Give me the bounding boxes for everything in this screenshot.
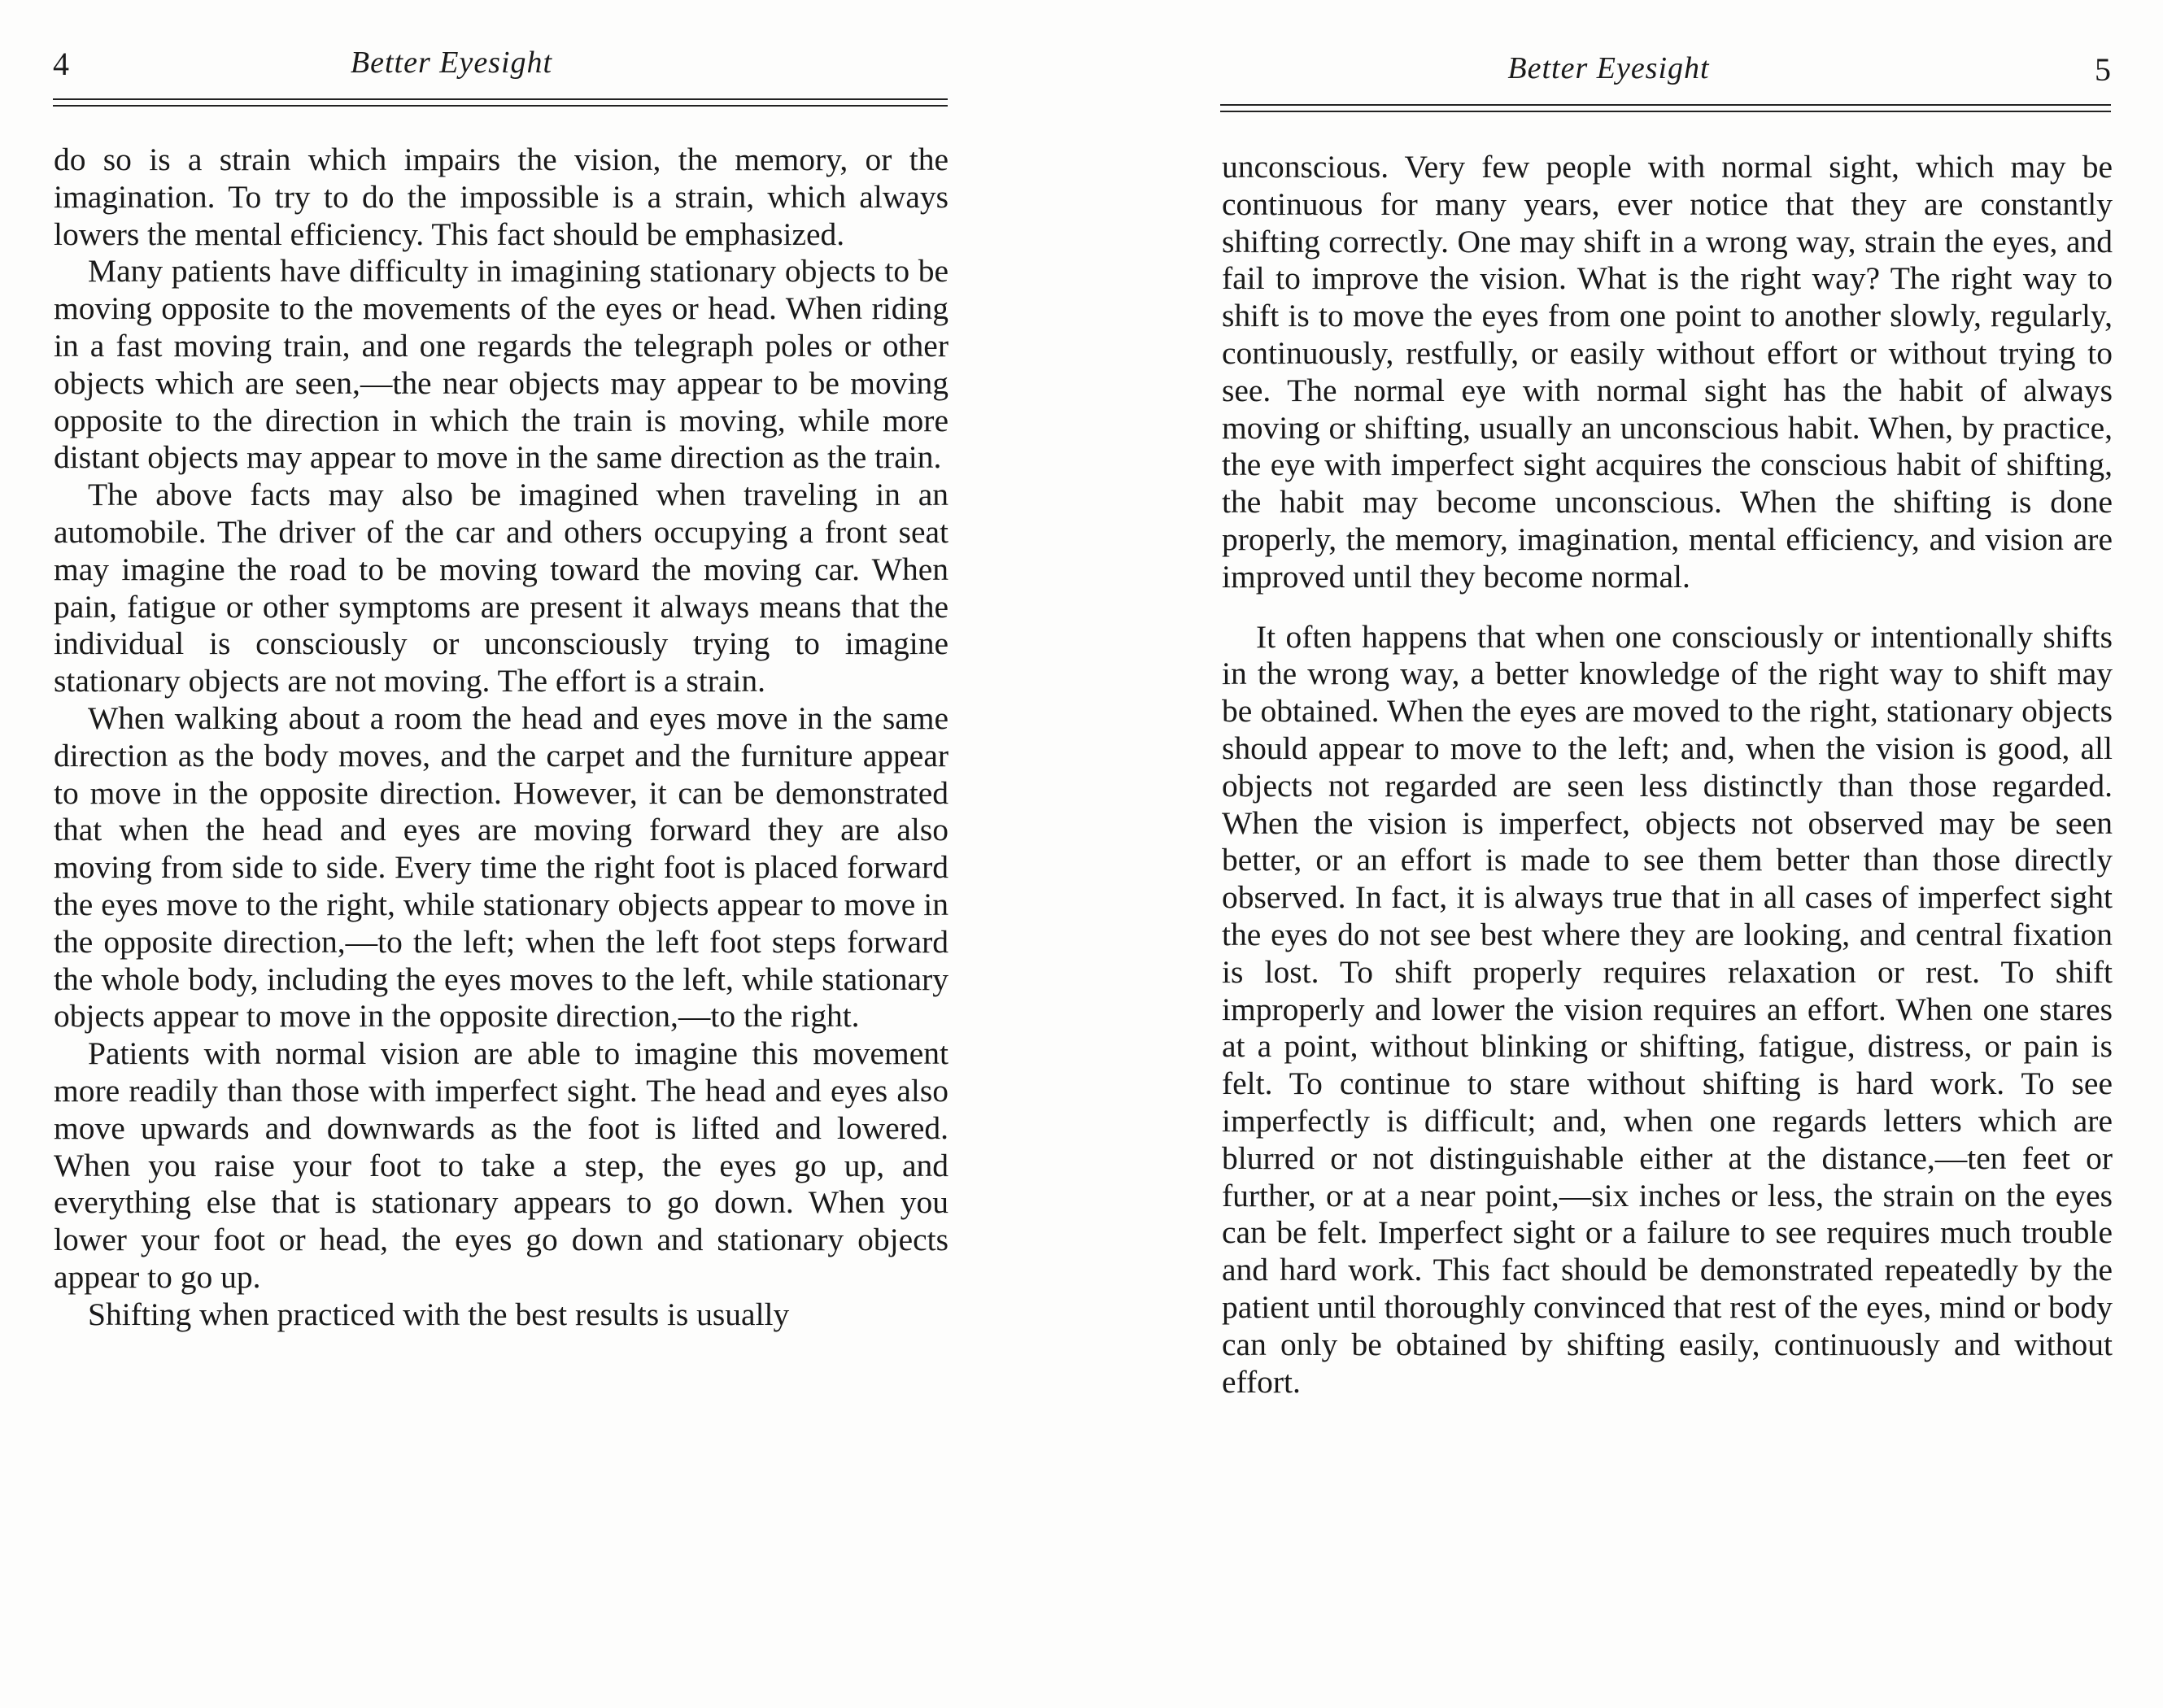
paragraph: Many patients have difficulty in imagining stationary objects to be moving opposite to the movements of the eyes or head. When riding in a fast moving train, and one regards the telegraph poles or other objects which are seen,—the near objects may appear to be moving opposite to the direction in which the train is moving, while more distant objects may appear to move in the same direction as the train. <box>54 253 948 476</box>
header-rule-bottom <box>1220 111 2111 112</box>
running-title: Better Eyesight <box>350 46 553 80</box>
right-page-body <box>1222 149 2113 1401</box>
paragraph: It often happens that when one consciously or intentionally shifts in the wrong way, a better knowledge of the right way to shift may be obtained. When the eyes are moved to the right, stationary objects should appear to move to the left; and, when the vision is good, all objects not regarded are seen less distinctly than those regarded. When the vision is imperfect, objects not observed may be seen better, or an effort is made to see them better than those directly observed. In fact, it is always true that in all cases of imperfect sight the eyes do not see best where they are looking, and central fixation is lost. To shift properly requires relaxation or rest. To shift improperly and lower the vision requires an effort. When one stares at a point, without blinking or shifting, fatigue, distress, or pain is felt. To continue to stare without shifting is hard work. To see imperfectly is difficult; and, when one regards letters which are blurred or not distinguishable either at the distance,—ten feet or further, or at a near point,—six inches or less, the strain on the eyes can be felt. Imperfect sight or a failure to see requires much trouble and hard work. This fact should be demonstrated repeatedly by the patient until thoroughly convinced that rest of the eyes, mind or body can only be obtained by shifting easily, continuously and without effort. <box>1222 618 2113 1400</box>
paragraph: unconscious. Very few people with normal sight, which may be continuous for many years, ever notice that they are constantly shifting correctly. One may shift in a wrong way, strain the eyes, and fail to improve the vision. What is the right way? The right way to shift is to move the eyes from one point to another slowly, regularly, continuously, restfully, or easily without effort or without trying to see. The normal eye with normal sight has the habit of always moving or shifting, usually an unconscious habit. When, by practice, the eye with imperfect sight acquires the conscious habit of shifting, the habit may become unconscious. When the shifting is done properly, the memory, imagination, mental efficiency, and vision are improved until they become normal. <box>1222 149 2113 595</box>
header-rule-top <box>53 98 948 100</box>
right-page <box>1123 0 2163 1708</box>
header-rule-bottom <box>53 105 948 107</box>
paragraph: The above facts may also be imagined when traveling in an automobile. The driver of the car and others occupying a front seat may imagine the road to be moving toward the moving car. When pain, fatigue or other symptoms are present it always means that the individual is consciously or unconsciously trying to imagine stationary objects are not moving. The effort is a strain. <box>54 477 948 699</box>
paragraph: do so is a strain which impairs the vision, the memory, or the imagination. To try to do the impossible is a strain, which always lowers the mental efficiency. This fact should be emphasized. <box>54 142 948 252</box>
page-number: 4 <box>53 46 69 82</box>
left-page-body <box>54 142 948 1334</box>
paragraph: Shifting when practiced with the best results is usually <box>88 1296 790 1332</box>
left-page-header <box>53 45 948 110</box>
paragraph: When walking about a room the head and eyes move in the same direction as the body moves, and the carpet and the furniture appear to move in the opposite direction. However, it can be demonstrated that when the head and eyes are moving forward they are also moving from side to side. Every time the right foot is placed forward the eyes move to the right, while stationary objects appear to move in the opposite direction,—to the left; when the left foot steps forward the whole body, including the eyes moves to the left, while stationary objects appear to move in the opposite direction,—to the right. <box>54 699 948 1035</box>
paragraph: Patients with normal vision are able to imagine this movement more readily than those with imperfect sight. The head and eyes also move upwards and downwards as the foot is lifted and lowered. When you raise your foot to take a step, the eyes go up, and everything else that is stationary appears to go down. When you lower your foot or head, the eyes go down and stationary objects appear to go up. <box>54 1035 948 1295</box>
running-title: Better Eyesight <box>1507 51 1710 85</box>
page-number: 5 <box>2095 51 2111 88</box>
left-page <box>0 0 1025 1708</box>
right-page-header <box>1220 50 2111 115</box>
header-rule-top <box>1220 104 2111 106</box>
